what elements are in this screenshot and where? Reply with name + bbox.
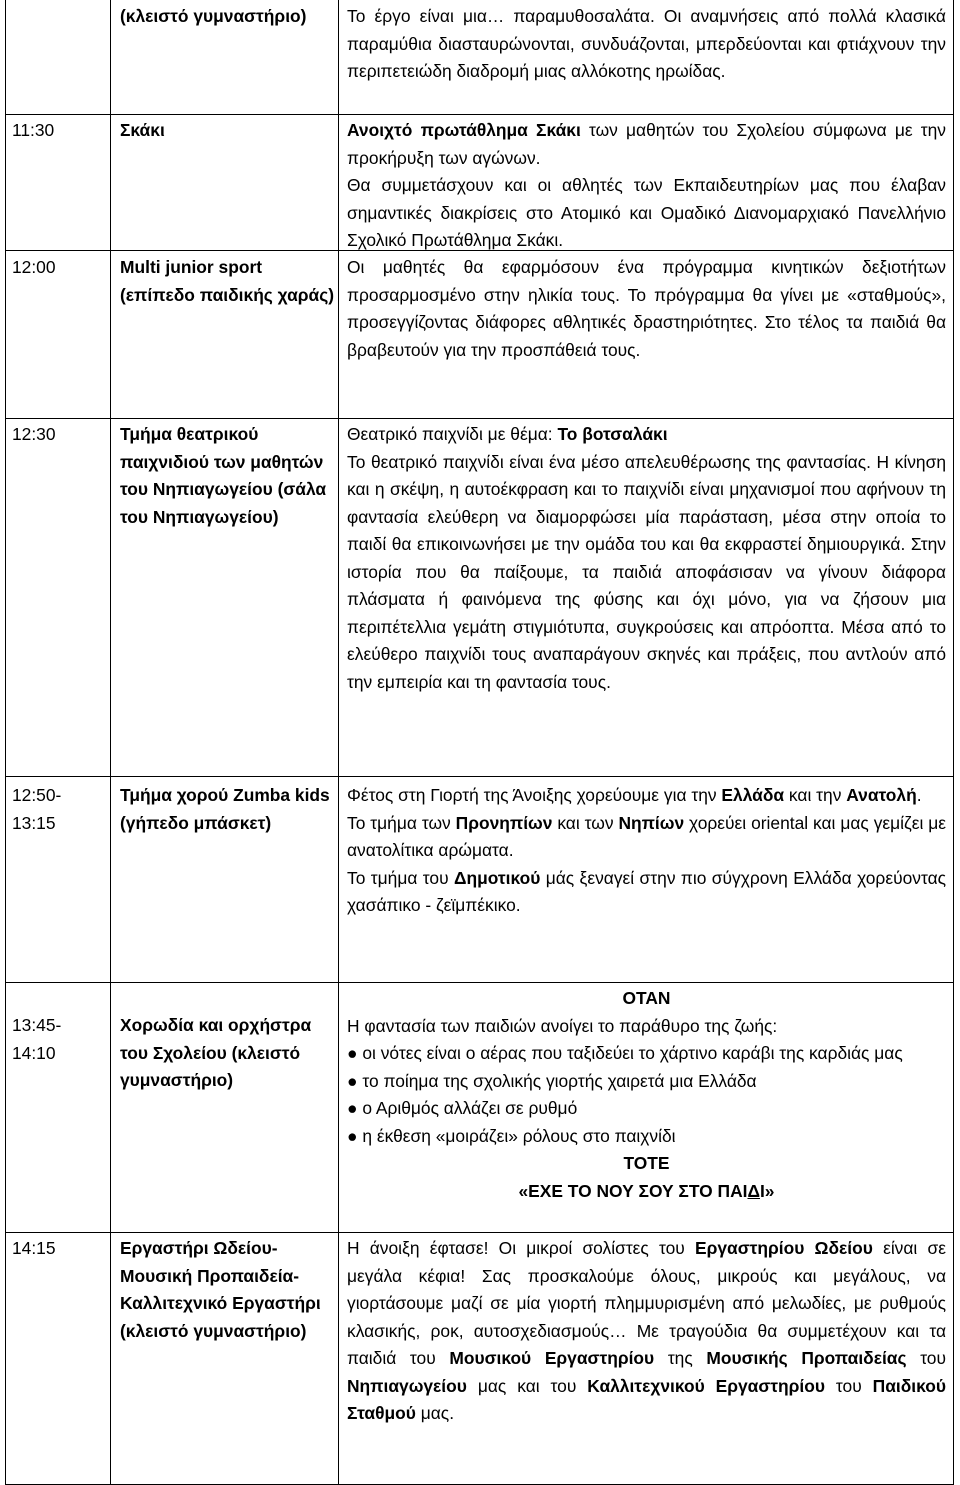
- time-cell: 12:30: [12, 424, 56, 444]
- bold-text: Εργαστηρίου Ωδείου: [695, 1238, 873, 1258]
- row-divider: [5, 776, 954, 777]
- bullet-item: ● οι νότες είναι ο αέρας που ταξιδεύει το χάρτινο καράβι της καρδιάς μας: [347, 1043, 903, 1063]
- motto-part-underlined: Δ: [747, 1180, 760, 1201]
- row-divider: [5, 1232, 954, 1233]
- chess-championship-title: Ανοιχτό πρωτάθλημα Σκάκι: [347, 120, 581, 140]
- description-cell: [347, 782, 946, 920]
- activity-cell: Σκάκι: [120, 120, 165, 140]
- description-paragraph: Το θεατρικό παιχνίδι είναι ένα μέσο απελευθέρωσης της φαντασίας. Η κίνηση και η σκέψη, η αυτοέκφραση και το παιχνίδι είναι μηχανισμοί που αφήνουν τη φαντασία ελεύθερη να διαμορφώσει μία παράσταση, μέσα στην οποία το παιδί θα επικοινωνήσει με την ομάδα του και θα εκφραστεί δημιουργικά. Στην ιστορία που θα παίξουμε, τα παιδιά αποφάσισαν να γίνουν διάφορα πλάσματα ή φαινόμενα της φύσης και όχι μόνο, για να ζήσουν μια περιπέτελλια γεμάτη στιγμιότυπα, συγκρούσεις και απρόοπτα. Μέσα από το ελεύθερο παιχνίδι τους αναπαράγουν σκηνές και πράξεις, που αντλούν από την εμπειρία και τη φαντασία τους.: [347, 451, 946, 692]
- motto-part: «ΕΧΕ ΤΟ ΝΟΥ ΣΟΥ ΣΤΟ ΠΑΙ: [518, 1180, 748, 1201]
- activity-cell: Εργαστήρι Ωδείου- Μουσική Προπαιδεία- Καλλιτεχνικό Εργαστήρι (κλειστό γυμναστήριο): [120, 1238, 321, 1341]
- text: Η άνοιξη έφτασε! Οι μικροί σολίστες του: [347, 1238, 696, 1258]
- heading-tote: ΤΟΤΕ: [623, 1153, 670, 1173]
- bold-text: Παιδικού Σταθμού: [347, 1375, 946, 1423]
- text: μας και του: [466, 1375, 588, 1396]
- table-border-left: [5, 0, 6, 1485]
- text: είναι σε μεγάλα κέφια! Σας προσκαλούμε όλους, μικρούς και μεγάλους, να γιορτάσουμε μαζί σε μία γιορτή πλημμυρισμένη από μελωδίες, με ρυθμούς κλασικής, ροκ, αυτοσχεδιασμούς… Με τραγούδια θα συμμετέχουν και τα παιδιά του: [347, 1238, 946, 1368]
- column-divider-2: [338, 0, 339, 1485]
- row-divider: [5, 418, 954, 419]
- time-cell: 11:30: [12, 120, 55, 140]
- bold-text: Προνηπίων: [455, 812, 553, 833]
- text: μάς ξεναγεί στην πιο σύγχρονη Ελλάδα χορεύοντας χασάπικο - ζεϊμπέκικο.: [347, 867, 947, 915]
- activity-cell: Τμήμα θεατρικού παιχνιδιού των μαθητών του Νηπιαγωγείου (σάλα του Νηπιαγωγείου): [120, 424, 327, 527]
- text: και των: [552, 812, 619, 833]
- bullet-item: ● ο Αριθμός αλλάζει σε ρυθμό: [347, 1098, 578, 1118]
- table-border-right: [953, 0, 954, 1485]
- description-cell: [347, 1235, 946, 1428]
- text: χορεύει oriental και μας γεμίζει με ανατολίτικα αρώματα.: [347, 812, 946, 860]
- description-cell: Το έργο είναι μια… παραμυθοσαλάτα. Οι αναμνήσεις από πολλά κλασικά παραμύθια διασταυρώνονται, συνδυάζονται, μπερδεύονται και φτιάχνουν την περιπετειώδη διαδρομή μιας αλλόκοτης ηρωίδας.: [347, 6, 946, 81]
- text: και την: [784, 785, 847, 805]
- description-text: των μαθητών του Σχολείου σύμφωνα με την προκήρυξη των αγώνων.: [347, 120, 946, 168]
- bold-text: Καλλιτεχνικού Εργαστηρίου: [587, 1375, 825, 1396]
- row-divider: [5, 982, 954, 983]
- bullet-item: ● το ποίημα της σχολικής γιορτής χαιρετά μια Ελλάδα: [347, 1070, 757, 1091]
- motto-heading: [347, 1178, 946, 1206]
- description-cell: [347, 985, 946, 1205]
- text: του: [906, 1348, 946, 1368]
- time-cell: 14:15: [12, 1238, 56, 1258]
- intro-text: Η φαντασία των παιδιών ανοίγει το παράθυρο της ζωής:: [347, 1015, 778, 1036]
- bold-text: Μουσικής Προπαιδείας: [706, 1348, 907, 1368]
- bold-text: Ανατολή: [846, 785, 917, 805]
- theme-intro: Θεατρικό παιχνίδι με θέμα:: [347, 424, 558, 444]
- activity-cell: (κλειστό γυμναστήριο): [120, 6, 307, 26]
- text: μας.: [415, 1403, 455, 1423]
- description-cell: Οι μαθητές θα εφαρμόσουν ένα πρόγραμμα κινητικών δεξιοτήτων προσαρμοσμένο στην ηλικία τους. Το πρόγραμμα θα γίνει με «σταθμούς», προσεγγίζοντας διάφορες αθλητικές δραστηριότητες. Στο τέλος τα παιδιά θα βραβευτούν για την προσπάθειά τους.: [347, 257, 946, 360]
- text: .: [916, 785, 922, 805]
- activity-cell: Χορωδία και ορχήστρα του Σχολείου (κλειστό γυμναστήριο): [120, 1015, 312, 1090]
- bold-text: Νηπιαγωγείου: [347, 1375, 467, 1396]
- activity-cell: Multi junior sport (επίπεδο παιδικής χαράς): [120, 257, 335, 305]
- time-cell: 12:00: [12, 257, 56, 277]
- text: Φέτος στη Γιορτή της Άνοιξης χορεύουμε για την: [347, 785, 722, 805]
- motto-part: Ι»: [759, 1180, 775, 1201]
- row-divider: [5, 114, 954, 115]
- description-cell: [347, 421, 946, 696]
- text: του: [824, 1375, 873, 1396]
- description-paragraph: Θα συμμετάσχουν και οι αθλητές των Εκπαιδευτηρίων μας που έλαβαν σημαντικές διακρίσεις στο Ατομικό και Ομαδικό Διανομαρχιακό Πανελλήνιο Σχολικό Πρωτάθλημα Σκάκι.: [347, 175, 946, 250]
- bold-text: Νηπίων: [618, 812, 685, 833]
- activity-cell: Τμήμα χορού Zumba kids (γήπεδο μπάσκετ): [120, 785, 330, 833]
- bullet-item: ● η έκθεση «μοιράζει» ρόλους στο παιχνίδι: [347, 1125, 676, 1146]
- bold-text: Μουσικού Εργαστηρίου: [449, 1348, 655, 1368]
- heading-otan: ΟΤΑΝ: [622, 988, 671, 1008]
- description-cell: [347, 117, 946, 255]
- time-cell: 13:45-14:10: [12, 1015, 62, 1063]
- bold-text: Δημοτικού: [453, 867, 541, 888]
- theme-title: Το βοτσαλάκι: [557, 424, 668, 444]
- text: της: [654, 1348, 707, 1368]
- text: Το τμήμα των: [347, 812, 456, 833]
- bold-text: Ελλάδα: [721, 785, 785, 805]
- text: Το τμήμα του: [347, 867, 454, 888]
- time-cell: 12:50-13:15: [12, 785, 62, 833]
- column-divider-1: [110, 0, 111, 1485]
